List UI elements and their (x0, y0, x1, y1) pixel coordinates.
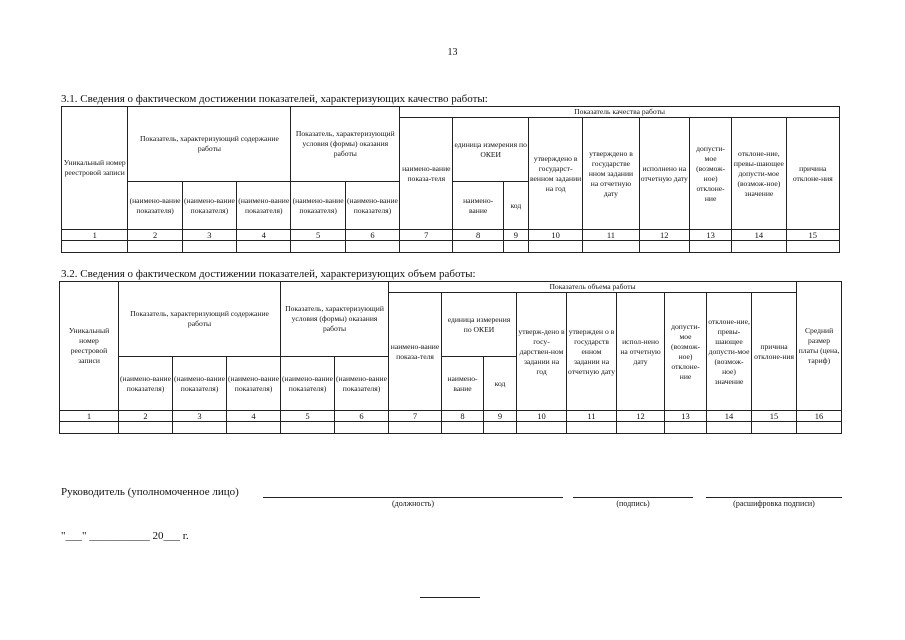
empty-cell[interactable] (707, 422, 752, 434)
empty-cell[interactable] (639, 241, 689, 253)
col-number: 2 (128, 230, 182, 241)
position-caption: (должность) (392, 499, 434, 508)
empty-cell[interactable] (528, 241, 582, 253)
empty-cell[interactable] (62, 241, 128, 253)
empty-cell[interactable] (484, 422, 517, 434)
empty-cell[interactable] (345, 241, 399, 253)
col-number: 4 (237, 230, 291, 241)
col-exceeding-deviation: отклоне-ние, превы-шающее допусти-мое (возмож-ное) значение (707, 293, 752, 411)
col-indicator-name: наимено-вание показа-теля (389, 293, 442, 411)
sub-indicator-name: (наимено-вание показателя) (345, 182, 399, 230)
col-allowed-deviation: допусти-мое (возмож-ное) отклоне-ние (665, 293, 707, 411)
decode-caption: (расшифровка подписи) (733, 499, 815, 508)
empty-cell[interactable] (503, 241, 528, 253)
empty-cell[interactable] (567, 422, 617, 434)
empty-cell[interactable] (400, 241, 453, 253)
sub-indicator-name: (наимено-вание показателя) (119, 357, 173, 411)
col-number: 11 (583, 230, 639, 241)
col-approved-date: утверждено в государстве нном задании на отчетную дату (583, 118, 639, 230)
sub-indicator-name: (наимено-вание показателя) (291, 182, 345, 230)
signature-caption: (подпись) (616, 499, 650, 508)
col-number: 2 (119, 411, 173, 422)
empty-cell[interactable] (752, 422, 797, 434)
col-unit: единица измерения по ОКЕИ (442, 293, 517, 357)
col-unique-number: Уникальный номер реестровой записи (60, 282, 119, 411)
empty-cell[interactable] (786, 241, 839, 253)
col-number: 7 (389, 411, 442, 422)
col-number: 11 (567, 411, 617, 422)
col-executed: испол-нено на отчетную дату (617, 293, 665, 411)
sub-indicator-name: (наимено-вание показателя) (227, 357, 281, 411)
col-conditions: Показатель, характеризующий условия (формы) оказания работы (281, 282, 389, 357)
col-number: 4 (227, 411, 281, 422)
group-header-volume: Показатель объема работы (389, 282, 797, 293)
col-number: 3 (182, 230, 236, 241)
col-approved-date: утвержден о в государств енном задании на отчетную дату (567, 293, 617, 411)
col-number: 3 (173, 411, 227, 422)
signature-line[interactable] (573, 497, 693, 498)
empty-cell[interactable] (237, 241, 291, 253)
col-unique-number: Уникальный номер реестровой записи (62, 107, 128, 230)
col-number: 15 (752, 411, 797, 422)
col-allowed-deviation: допусти-мое (возмож-ное) отклоне-ние (689, 118, 731, 230)
empty-cell[interactable] (453, 241, 503, 253)
col-number: 6 (335, 411, 389, 422)
col-number: 16 (797, 411, 842, 422)
sub-indicator-name: (наимено-вание показателя) (182, 182, 236, 230)
empty-cell[interactable] (227, 422, 281, 434)
group-header-quality: Показатель качества работы (400, 107, 840, 118)
empty-cell[interactable] (389, 422, 442, 434)
col-deviation-reason: причина отклоне-ния (752, 293, 797, 411)
empty-cell[interactable] (119, 422, 173, 434)
head-label: Руководитель (уполномоченное лицо) (61, 486, 239, 498)
date-line: "___" ___________ 20___ г. (61, 530, 189, 542)
col-number: 5 (291, 230, 345, 241)
col-number: 10 (517, 411, 567, 422)
position-line[interactable] (263, 497, 563, 498)
page-number: 13 (447, 47, 458, 58)
col-content: Показатель, характеризующий содержание работы (128, 107, 291, 182)
col-number: 12 (639, 230, 689, 241)
col-unit-code: код (503, 182, 528, 230)
empty-cell[interactable] (617, 422, 665, 434)
col-content: Показатель, характеризующий содержание работы (119, 282, 281, 357)
col-unit-name: наимено-вание (442, 357, 484, 411)
empty-cell[interactable] (128, 241, 182, 253)
sub-indicator-name: (наимено-вание показателя) (128, 182, 182, 230)
col-number: 8 (453, 230, 503, 241)
column-numbers-row (62, 230, 840, 241)
section-3-2-title: 3.2. Сведения о фактическом достижении показателей, характеризующих объем работы: (61, 268, 476, 280)
empty-cell[interactable] (732, 241, 786, 253)
col-number: 5 (281, 411, 335, 422)
column-numbers-row (60, 411, 842, 422)
col-approved-year: утверж-дено в госу-дарствен-ном задании на год (517, 293, 567, 411)
col-number: 1 (60, 411, 119, 422)
col-deviation-reason: причина отклоне-ния (786, 118, 839, 230)
sub-indicator-name: (наимено-вание показателя) (335, 357, 389, 411)
empty-cell[interactable] (797, 422, 842, 434)
empty-cell[interactable] (335, 422, 389, 434)
col-indicator-name: наимено-вание показа-теля (400, 118, 453, 230)
empty-data-row (62, 241, 840, 253)
col-number: 15 (786, 230, 839, 241)
col-number: 10 (528, 230, 582, 241)
col-exceeding-deviation: отклоне-ние, превы-шающее допусти-мое (возмож-ное) значение (732, 118, 786, 230)
col-number: 9 (503, 230, 528, 241)
decode-line[interactable] (706, 497, 842, 498)
col-number: 13 (689, 230, 731, 241)
section-3-1-title: 3.1. Сведения о фактическом достижении показателей, характеризующих качество работы: (61, 93, 488, 105)
sub-indicator-name: (наимено-вание показателя) (281, 357, 335, 411)
empty-cell[interactable] (442, 422, 484, 434)
sub-indicator-name: (наимено-вание показателя) (237, 182, 291, 230)
col-number: 13 (665, 411, 707, 422)
empty-cell[interactable] (182, 241, 236, 253)
col-number: 9 (484, 411, 517, 422)
empty-cell[interactable] (60, 422, 119, 434)
col-approved-year: утверждено в государст-венном задании на год (528, 118, 582, 230)
col-avg-fee: Средний размер платы (цена, тариф) (797, 282, 842, 411)
col-number: 1 (62, 230, 128, 241)
volume-table (59, 281, 842, 434)
empty-cell[interactable] (517, 422, 567, 434)
empty-data-row (60, 422, 842, 434)
footer-rule (420, 597, 480, 598)
col-executed: исполнено на отчетную дату (639, 118, 689, 230)
col-number: 7 (400, 230, 453, 241)
empty-cell[interactable] (281, 422, 335, 434)
sub-indicator-name: (наимено-вание показателя) (173, 357, 227, 411)
col-number: 8 (442, 411, 484, 422)
empty-cell[interactable] (173, 422, 227, 434)
col-number: 14 (732, 230, 786, 241)
col-unit: единица измерения по ОКЕИ (453, 118, 528, 182)
empty-cell[interactable] (583, 241, 639, 253)
col-number: 14 (707, 411, 752, 422)
col-conditions: Показатель, характеризующий условия (формы) оказания работы (291, 107, 400, 182)
col-number: 12 (617, 411, 665, 422)
col-unit-name: наимено-вание (453, 182, 503, 230)
col-unit-code: код (484, 357, 517, 411)
quality-table (61, 106, 840, 253)
empty-cell[interactable] (689, 241, 731, 253)
col-number: 6 (345, 230, 399, 241)
empty-cell[interactable] (665, 422, 707, 434)
empty-cell[interactable] (291, 241, 345, 253)
